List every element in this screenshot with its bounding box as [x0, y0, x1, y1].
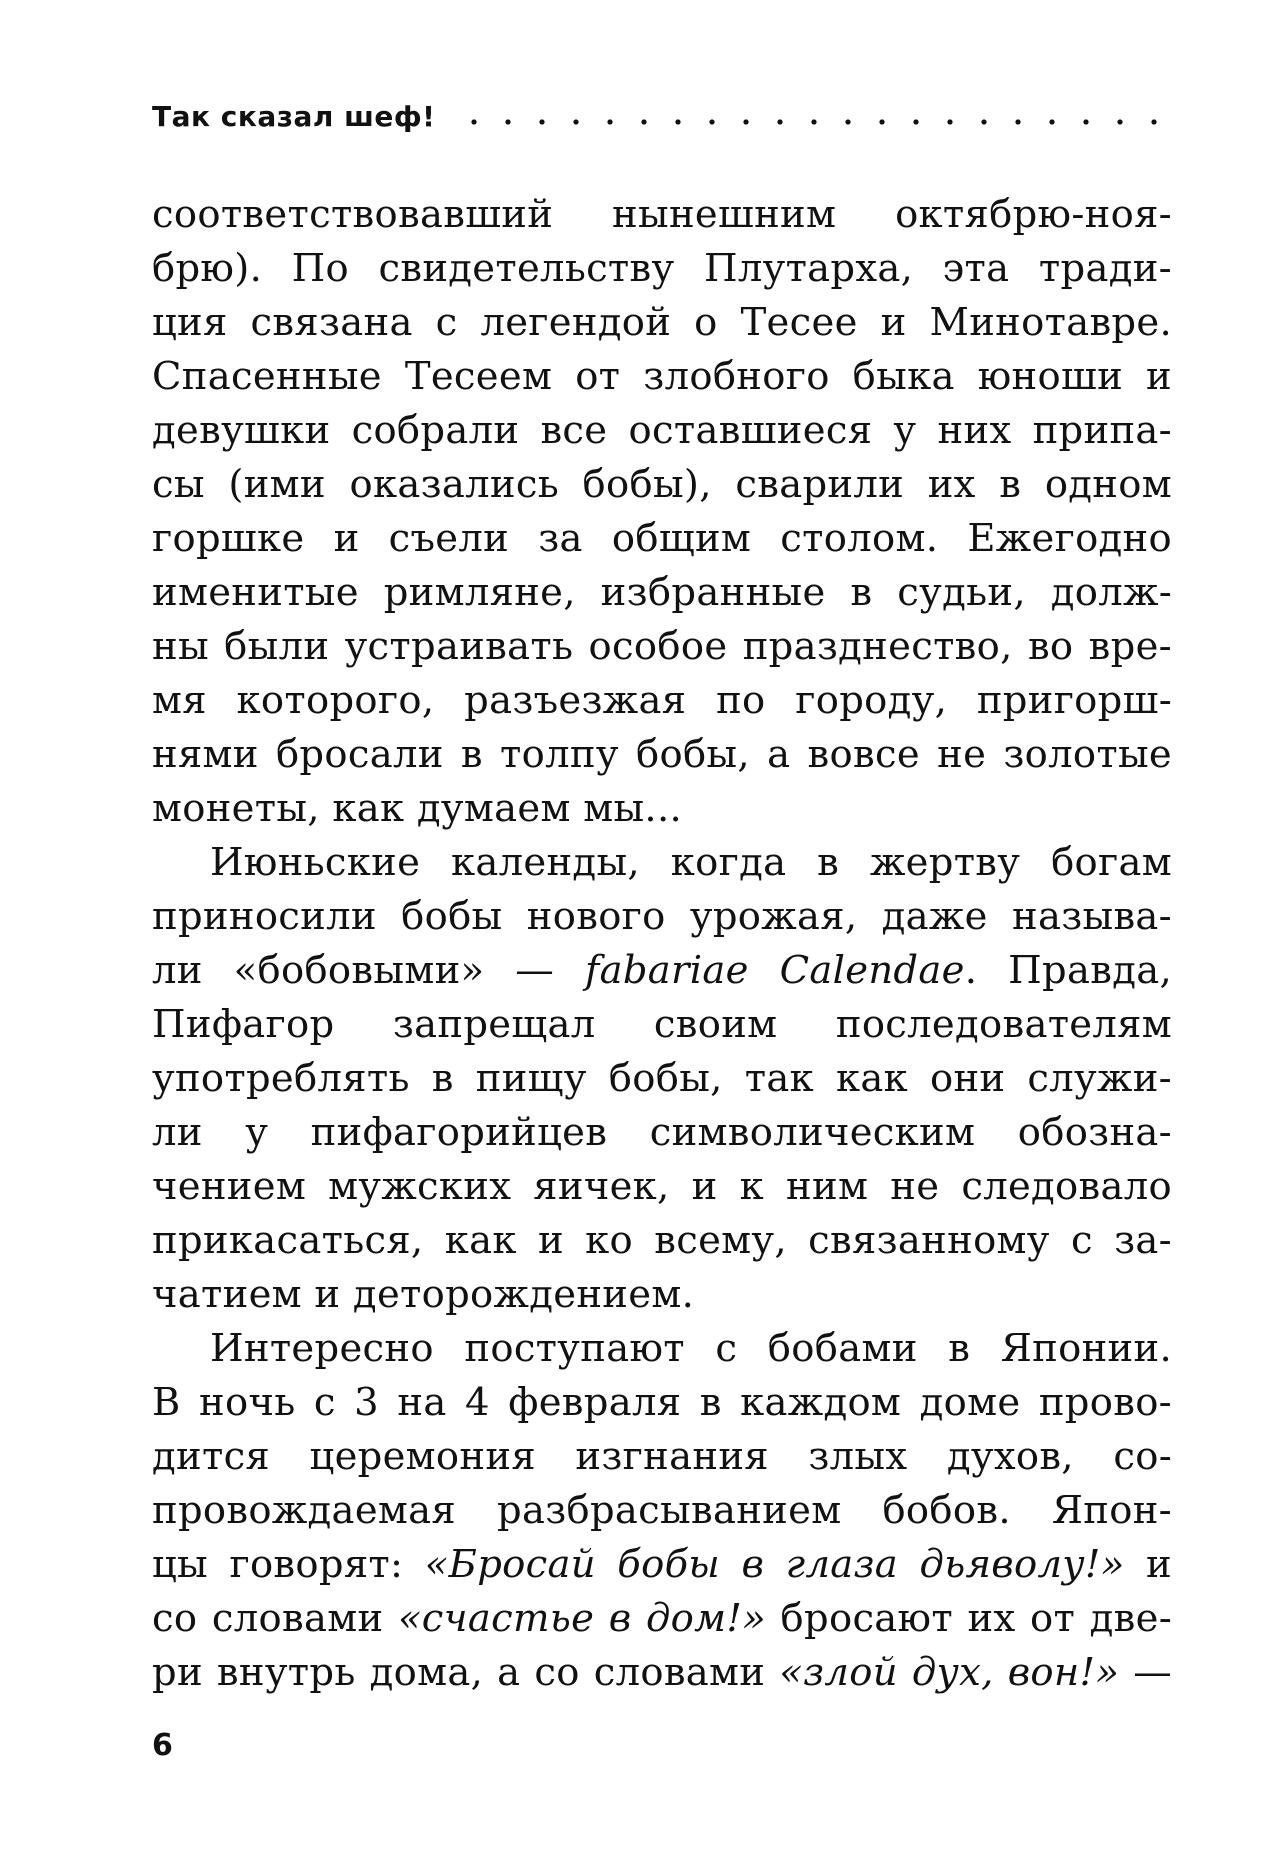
- text-line: Спасенные Тесеем от злобного быка юноши и: [152, 354, 1172, 399]
- line-segment: и: [1124, 1542, 1172, 1587]
- text-line: чатием и деторождением.: [152, 1272, 695, 1317]
- text-line: чением мужских яичек, и к ним не следовало: [152, 1164, 1172, 1209]
- text-line: провождаемая разбрасыванием бобов. Япон-: [152, 1488, 1172, 1533]
- text-line: ны были устраивать особое празднество, во вре-: [152, 624, 1172, 669]
- text-line: соответствовавший нынешним октябрю-ноя-: [152, 192, 1172, 237]
- line-segment: цы говорят:: [152, 1542, 425, 1587]
- line-segment: —: [1119, 1650, 1172, 1695]
- text-line: именитые римляне, избранные в судьи, долж-: [152, 570, 1172, 615]
- text-line: брю). По свидетельству Плутарха, эта тради-: [152, 246, 1172, 291]
- quote-phrase: «счастье в дом!»: [397, 1596, 766, 1641]
- line-segment: . Правда,: [964, 948, 1173, 993]
- running-title: Так сказал шеф!: [152, 100, 436, 133]
- body-text: [152, 188, 1172, 1700]
- text-line: девушки собрали все оставшиеся у них припа-: [152, 408, 1172, 453]
- latin-phrase: fabariae Calendae: [585, 948, 965, 993]
- line-segment: бросают их от две-: [766, 1596, 1173, 1641]
- text-line: монеты, как думаем мы...: [152, 786, 683, 831]
- text-line: прикасаться, как и ко всему, связанному с за-: [152, 1218, 1172, 1263]
- line-segment: ли «бобовыми» —: [152, 948, 586, 993]
- line-segment: со словами: [152, 1596, 398, 1641]
- text-line: [152, 1646, 1172, 1700]
- line-segment: ри внутрь дома, а со словами: [152, 1650, 780, 1695]
- text-line: дится церемония изгнания злых духов, со-: [152, 1434, 1172, 1479]
- text-line: нями бросали в толпу бобы, а вовсе не золотые: [152, 732, 1172, 777]
- running-header: [152, 100, 1172, 133]
- text-line: Пифагор запрещал своим последователям: [152, 1002, 1172, 1047]
- text-line: горшке и съели за общим столом. Ежегодно: [152, 516, 1172, 561]
- text-line: В ночь с 3 на 4 февраля в каждом доме прово-: [152, 1380, 1172, 1425]
- text-line: употреблять в пищу бобы, так как они служи-: [152, 1056, 1172, 1101]
- text-line: Интересно поступают с бобами в Японии.: [210, 1326, 1172, 1371]
- text-line: [152, 1592, 1172, 1646]
- quote-phrase: «злой дух, вон!»: [779, 1650, 1120, 1695]
- page-number: 6: [152, 1728, 173, 1763]
- quote-phrase: «Бросай бобы в глаза дьяволу!»: [424, 1542, 1125, 1587]
- text-line: Июньские календы, когда в жертву богам: [210, 840, 1172, 885]
- text-line: мя которого, разъезжая по городу, пригорш-: [152, 678, 1172, 723]
- text-line: [152, 1538, 1172, 1592]
- text-line: приносили бобы нового урожая, даже называ-: [152, 894, 1172, 939]
- text-line: ция связана с легендой о Тесее и Минотавре.: [152, 300, 1172, 345]
- dotted-leader: [457, 119, 1172, 125]
- text-line: сы (ими оказались бобы), сварили их в одном: [152, 462, 1172, 507]
- text-line: ли у пифагорийцев символическим обозна-: [152, 1110, 1172, 1155]
- text-line: [152, 944, 1172, 998]
